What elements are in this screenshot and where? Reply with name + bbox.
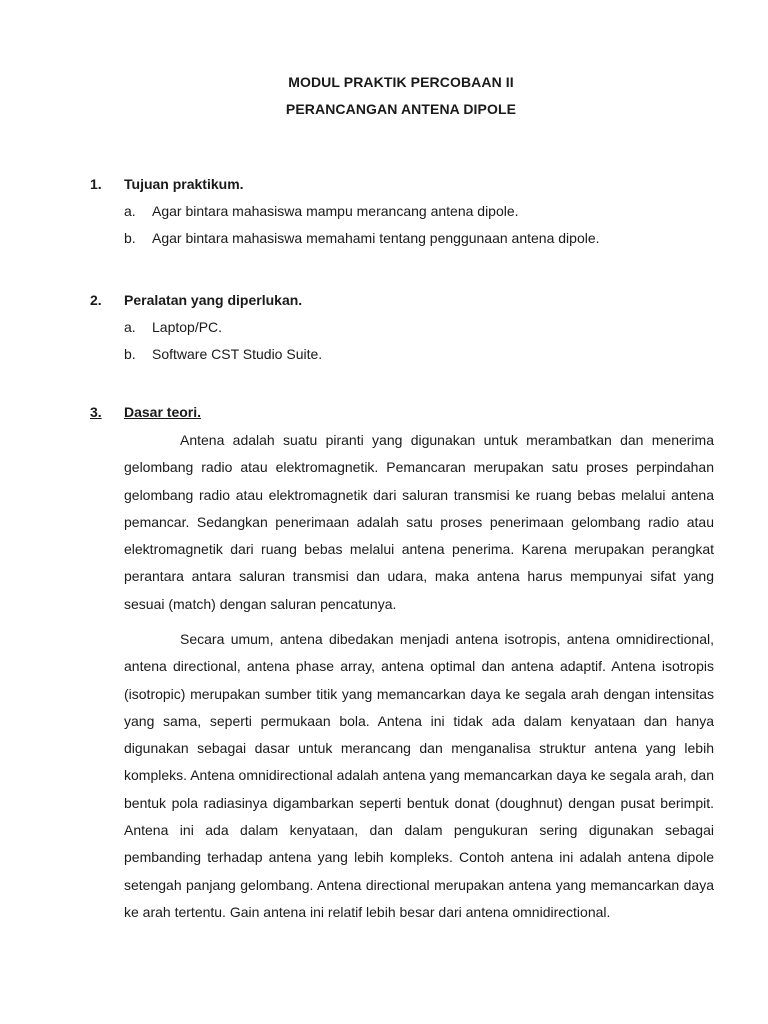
- section-2-heading: Peralatan yang diperlukan.: [124, 292, 303, 308]
- document-title: MODUL PRAKTIK PERCOBAAN II: [288, 74, 514, 90]
- list-item-letter: b.: [124, 230, 136, 246]
- section-3-heading: Dasar teori.: [124, 404, 202, 420]
- section-1-heading: Tujuan praktikum.: [124, 176, 244, 192]
- section-3-number: 3.: [90, 404, 102, 420]
- list-item-letter: a.: [124, 203, 136, 219]
- section-2-number: 2.: [90, 292, 102, 308]
- list-item-text: Agar bintara mahasiswa mampu merancang antena dipole.: [152, 203, 519, 219]
- list-item-text: Agar bintara mahasiswa memahami tentang penggunaan antena dipole.: [152, 230, 600, 246]
- section-1-number: 1.: [90, 176, 102, 192]
- body-paragraph: Secara umum, antena dibedakan menjadi antena isotropis, antena omnidirectional, antena directional, antena phase array, antena optimal dan antena adaptif. Antena isotropis (isotropic) merupakan sumber titik yang memancarkan daya ke segala arah dengan intensitas yang sama, seperti permukaan bola. Antena ini tidak ada dalam kenyataan dan hanya digunakan sebagai dasar untuk merancang dan menganalisa struktur antena yang lebih kompleks. Antena omnidirectional adalah antena yang memancarkan daya ke segala arah, dan bentuk pola radiasinya digambarkan seperti bentuk donat (doughnut) dengan pusat berimpit. Antena ini ada dalam kenyataan, dan dalam pengukuran sering digunakan sebagai pembanding terhadap antena yang lebih kompleks. Contoh antena ini adalah antena dipole setengah panjang gelombang. Antena directional merupakan antena yang memancarkan daya ke arah tertentu. Gain antena ini relatif lebih besar dari antena omnidirectional.: [124, 631, 714, 920]
- list-item-text: Software CST Studio Suite.: [152, 346, 323, 362]
- list-item-text: Laptop/PC.: [152, 319, 223, 335]
- body-paragraph: Antena adalah suatu piranti yang digunakan untuk merambatkan dan menerima gelombang radio atau elektromagnetik. Pemancaran merupakan satu proses perpindahan gelombang radio atau elektromagnetik dari saluran transmisi ke ruang bebas melalui antena pemancar. Sedangkan penerimaan adalah satu proses penerimaan gelombang radio atau elektromagnetik dari ruang bebas melalui antena penerima. Karena merupakan perangkat perantara antara saluran transmisi dan udara, maka antena harus mempunyai sifat yang sesuai (match) dengan saluran pencatunya.: [124, 432, 714, 612]
- list-item-letter: b.: [124, 346, 136, 362]
- document-subtitle: PERANCANGAN ANTENA DIPOLE: [285, 101, 517, 117]
- list-item-letter: a.: [124, 319, 136, 335]
